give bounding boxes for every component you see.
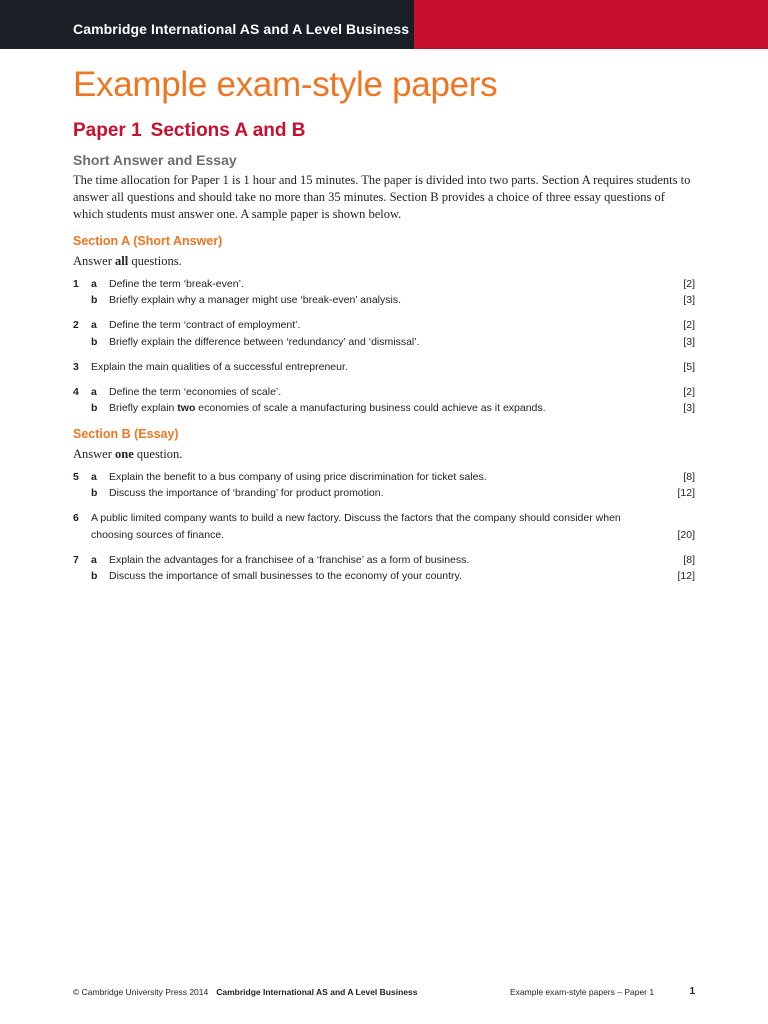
question-text: Explain the benefit to a bus company of using price discrimination for ticket sales. xyxy=(109,470,487,483)
page-title: Example exam-style papers xyxy=(73,65,498,104)
instruction-emphasis: one xyxy=(115,446,134,461)
footer-left xyxy=(73,987,417,997)
footer-section: Example exam-style papers – Paper 1 xyxy=(510,987,655,997)
question-row xyxy=(73,510,695,543)
marks-allocation: [8] xyxy=(683,470,695,483)
question-text: Define the term ‘break-even’. xyxy=(109,277,244,290)
question-5 xyxy=(73,469,695,502)
header-accent-block xyxy=(414,0,768,49)
marks-allocation: [2] xyxy=(683,386,695,399)
question-text xyxy=(73,400,695,416)
marks-allocation: [8] xyxy=(683,553,695,566)
question-row xyxy=(73,359,695,375)
question-7 xyxy=(73,552,695,585)
question-emphasis: two xyxy=(177,402,196,415)
marks-allocation: [5] xyxy=(683,360,695,373)
question-number: 1 xyxy=(73,277,79,290)
marks-allocation: [3] xyxy=(683,293,695,306)
question-row xyxy=(73,485,695,501)
question-row xyxy=(73,552,695,568)
part-label: b xyxy=(91,335,98,348)
question-4 xyxy=(73,384,695,417)
page-footer xyxy=(73,987,695,1001)
paper-subheading: Short Answer and Essay xyxy=(73,152,237,168)
question-text: A public limited company wants to build a new factory. Discuss the factors that the company should consider when choosing sources of finance. xyxy=(91,512,621,541)
marks-allocation: [2] xyxy=(683,277,695,290)
header-bar xyxy=(0,0,768,49)
question-number: 5 xyxy=(73,470,79,483)
instruction-emphasis: all xyxy=(115,253,129,268)
marks-allocation: [12] xyxy=(677,570,695,583)
question-row xyxy=(73,400,695,416)
question-text: Briefly explain why a manager might use ‘break-even’ analysis. xyxy=(109,293,402,306)
marks-allocation: [3] xyxy=(683,402,695,415)
part-label: b xyxy=(91,402,98,415)
footer-course: Cambridge International AS and A Level Business xyxy=(216,987,418,997)
marks-allocation: [20] xyxy=(677,528,695,541)
instruction-text: Answer xyxy=(73,253,116,268)
question-text: Discuss the importance of ‘branding’ for product promotion. xyxy=(109,486,384,499)
part-label: a xyxy=(91,553,97,566)
part-label: a xyxy=(91,470,97,483)
instruction-text: questions. xyxy=(128,253,182,268)
question-text: Discuss the importance of small businesses to the economy of your country. xyxy=(109,570,462,583)
marks-allocation: [2] xyxy=(683,319,695,332)
question-row xyxy=(73,334,695,350)
question-number: 6 xyxy=(73,512,79,525)
marks-allocation: [3] xyxy=(683,335,695,348)
section-b-heading: Section B (Essay) xyxy=(73,426,179,441)
question-row xyxy=(73,568,695,584)
section-a-instruction xyxy=(73,253,695,270)
paper-heading xyxy=(73,119,695,143)
question-6 xyxy=(73,510,695,543)
question-1 xyxy=(73,276,695,309)
footer-copyright: © Cambridge University Press 2014 xyxy=(73,987,209,997)
marks-allocation: [12] xyxy=(677,486,695,499)
question-row xyxy=(73,384,695,400)
question-number: 7 xyxy=(73,553,79,566)
part-label: b xyxy=(91,486,98,499)
part-label: b xyxy=(91,570,98,583)
question-number: 2 xyxy=(73,319,79,332)
section-b-instruction xyxy=(73,446,695,463)
question-text: Define the term ‘economies of scale’. xyxy=(109,386,282,399)
question-text-fragment: Briefly explain xyxy=(109,402,178,415)
question-text-fragment: economies of scale a manufacturing business could achieve as it expands. xyxy=(195,402,546,415)
question-text: Explain the advantages for a franchisee of a ‘franchise’ as a form of business. xyxy=(109,553,470,566)
paper-number: Paper 1 xyxy=(73,120,142,141)
section-a-questions xyxy=(73,276,695,417)
instruction-text: Answer xyxy=(73,446,116,461)
section-b-questions xyxy=(73,469,695,585)
paper-sections: Sections A and B xyxy=(150,120,306,141)
part-label: b xyxy=(91,293,98,306)
part-label: a xyxy=(91,386,97,399)
question-number: 4 xyxy=(73,386,79,399)
part-label: a xyxy=(91,319,97,332)
header-title: Cambridge International AS and A Level Business xyxy=(73,21,410,37)
instruction-text: question. xyxy=(133,446,183,461)
question-row xyxy=(73,317,695,333)
question-text: Define the term ‘contract of employment’. xyxy=(109,319,301,332)
intro-paragraph: The time allocation for Paper 1 is 1 hour and 15 minutes. The paper is divided into two parts. Section A requires students to answer all questions and should take no more than 35 minutes. Section B provides a choice of three essay questions of which students must answer one. A sample paper is shown below. xyxy=(73,173,691,222)
question-number: 3 xyxy=(73,360,79,373)
page-content xyxy=(73,60,695,584)
header-title-block xyxy=(0,0,414,49)
section-a-heading: Section A (Short Answer) xyxy=(73,233,223,248)
question-row xyxy=(73,276,695,292)
part-label: a xyxy=(91,277,97,290)
question-row xyxy=(73,469,695,485)
question-text: Explain the main qualities of a successful entrepreneur. xyxy=(91,360,348,373)
question-text: Briefly explain the difference between ‘redundancy’ and ‘dismissal’. xyxy=(109,335,420,348)
question-2 xyxy=(73,317,695,350)
question-3 xyxy=(73,359,695,375)
page-number: 1 xyxy=(689,986,695,997)
question-row xyxy=(73,292,695,308)
